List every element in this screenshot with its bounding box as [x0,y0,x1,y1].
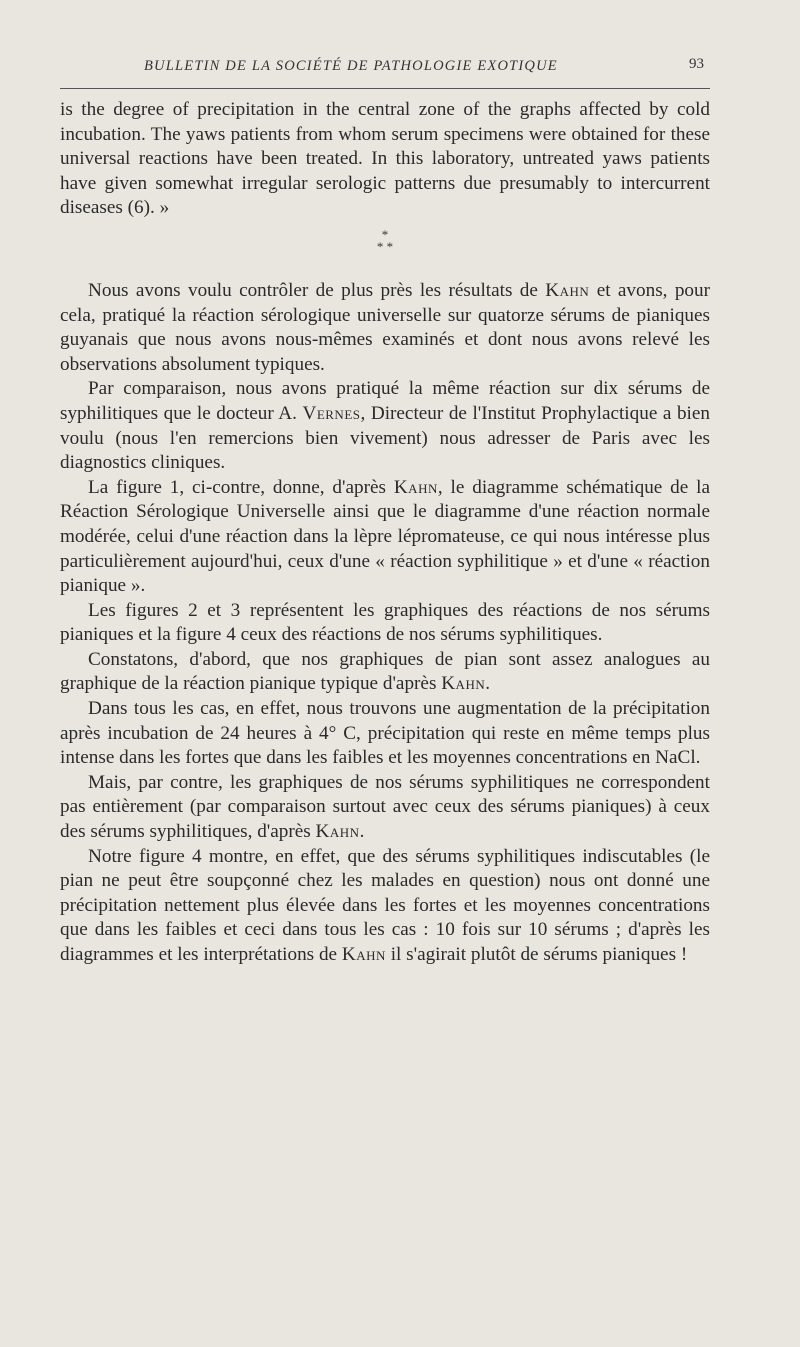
paragraph-5 [60,648,710,697]
text-run: et avons, pour cela, pratiqué la réaction sérologique universelle sur quatorze sérums de pianiques guyanais que nous avons nous-mêmes examinés et dont nous avons relevé les observations absolument typiques. [60,279,710,375]
paragraph-2 [60,377,710,475]
text-run: Mais, par contre, les graphiques de nos sérums syphilitiques ne correspondent pas entièrement (par comparaison surtout avec ceux des sérums pianiques) à ceux des sérums syphilitiques, d'après [60,771,710,843]
text-run: Par comparaison, nous avons pratiqué la même réaction sur dix sérums de syphilitiques que le docteur A. [60,378,710,424]
header-rule [60,88,710,89]
paragraph-quote-end: is the degree of precipitation in the central zone of the graphs affected by cold incubation. The yaws patients from whom serum specimens were obtained for these universal reactions have been treated. In this laboratory, untreated yaws patients have given somewhat irregular serologic patterns due presumably to intercurrent diseases (6). » [60,99,710,219]
text-run: . [359,821,365,843]
text-run: Nous avons voulu contrôler de plus près les résultats de [88,279,546,301]
page-header [60,56,710,86]
text-run: . [485,673,491,695]
body-text [60,98,710,968]
text-run: La figure 1, ci-contre, donne, d'après [88,476,394,498]
author-name: Kahn [441,673,486,695]
paragraph-3 [60,476,710,599]
text-run: Constatons, d'abord, que nos graphiques de pian sont assez analogues au graphique de la réaction pianique typique d'après [60,648,710,695]
paragraph-7 [60,771,710,845]
text-run: Notre figure 4 montre, en effet, que des sérums syphilitiques indiscutables (le pian ne peut être soupçonné chez les malades en question) nous ont donné une précipitation nettement plus élevée dans les fortes et les moyennes concentrations que dans les faibles et ceci dans tous les cas : 10 fois sur 10 sérums ; d'après les diagrammes et les interprétations de [60,845,710,965]
text-run: , Directeur de l'Institut Prophylactique a bien voulu (nous l'en remercions bien vivement) nous adresser de Paris avec les diagnostics cliniques. [60,402,710,474]
text-run: il s'agirait plutôt de sérums pianiques ! [385,944,688,965]
author-name: Kahn [393,476,438,498]
text-run: , le diagramme schématique de la Réaction Sérologique Universelle ainsi que le diagramme d'une réaction normale modérée, celui d'une réaction dans la lèpre lépromateuse, ce qui nous intéresse plus particulièrement aujourd'hui, ceux d'une « réaction syphilitique » et d'une « réaction pianique ». [60,476,710,597]
asterism-top: * [381,226,389,242]
paragraph-6: Dans tous les cas, en effet, nous trouvons une augmentation de la précipitation après incubation de 24 heures à 4° C, précipitation qui reste en même temps plus intense dans les fortes que dans les faibles et les moyennes concentrations en NaCl. [60,698,710,769]
paragraph-4: Les figures 2 et 3 représentent les graphiques des réactions de nos sérums pianiques et la figure 4 ceux des réactions de nos sérums syphilitiques. [60,599,710,646]
running-title: BULLETIN DE LA SOCIÉTÉ DE PATHOLOGIE EXOTIQUE [144,58,558,74]
paragraph-8 [60,845,710,968]
asterism-separator [60,226,710,254]
paragraph-1 [60,279,710,377]
author-name: Kahn [341,944,386,965]
asterism-bottom: * * [376,238,394,254]
author-name: Kahn [545,279,590,301]
author-name: Kahn [315,821,360,843]
author-name: Vernes [302,402,361,424]
page-number: 93 [689,56,704,72]
